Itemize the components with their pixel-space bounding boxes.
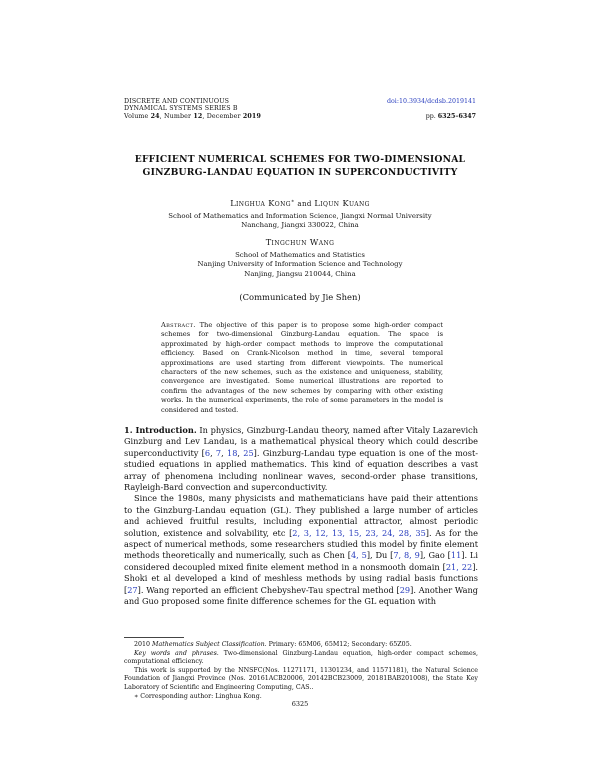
citation-link[interactable]: 18 xyxy=(226,447,238,458)
citation-link[interactable]: 11 xyxy=(450,550,462,561)
citation-link[interactable]: 25 xyxy=(243,447,254,458)
author-line-1: Linghua Kong∗ and Liqun Kuang xyxy=(230,198,370,208)
affiliation-2: School of Mathematics and Statistics Nanjing University of Information Science and Technology Nanjing, Jiangsu 210044, China xyxy=(197,251,403,278)
journal-name-line2: DYNAMICAL SYSTEMS SERIES B xyxy=(124,105,238,113)
section-heading: 1. Introduction. xyxy=(124,425,197,435)
volume-line: Volume 24, Number 12, December 2019 xyxy=(124,112,261,120)
intro-paragraph-2: Since the 1980s, many physicists and mathematicians have paid their attentions to the Ginzburg-Landau equation (GL). They published a large number of articles and achieved fruitful results, including exponential attractor, almost periodic solution, existence and solvability, etc [2, 3, 12, 13, 15, 23, 24, 28, 35]. As for the aspect of numerical methods, some researchers studied this model by finite element methods theoretically and numerically, such as Chen [4, 5], Du [7, 8, 9], Gao [11]. Li considered decoupled mixed finite element method in a nonsmooth domain [21, 22]. Shoki et al developed a kind of meshless methods by using radial basis functions [27]. Wang reported an efficient Chebyshev-Tau spectral method [29]. Another Wang and Guo proposed some finite difference schemes for the GL equation with xyxy=(124,493,479,607)
citation-link[interactable]: 7 xyxy=(215,447,222,458)
footnotes xyxy=(124,641,478,701)
abstract-text: The objective of this paper is to propose some high-order compact schemes for two-dimensional Ginzburg-Landau equation. The space is approximated by high-order compact methods to improve the computational efficiency. Based on Crank-Nicolson method in time, several temporal approximations are used starting from different viewpoints. The numerical characters of the new schemes, such as the existence and uniqueness, stability, convergence are investigated. Some numerical illustrations are reported to confirm the advantages of the new schemes by comparing with other existing works. In the numerical experiments, the role of some parameters in the model is considered and tested. xyxy=(161,321,443,414)
footnote-funding: This work is supported by the NNSFC(Nos. 11271171, 11301234, and 11571181), the Natural Science Foundation of Jiangxi Province (Nos. 20161ACB20006, 20142BCB23009, 20181BAB201008), the State Key Laboratory of Scientific and Engineering Computing, CAS.. xyxy=(124,666,478,691)
abstract xyxy=(161,321,443,415)
title-line2: GINZBURG-LANDAU EQUATION IN SUPERCONDUCTIVITY xyxy=(142,167,458,178)
journal-name-line1: DISCRETE AND CONTINUOUS xyxy=(124,98,230,105)
title-line1: EFFICIENT NUMERICAL SCHEMES FOR TWO-DIMENSIONAL xyxy=(134,154,466,165)
year: 2019 xyxy=(242,112,261,120)
header-right xyxy=(387,98,476,120)
author-kong: Linghua Kong xyxy=(230,198,291,208)
citation-link[interactable]: 7, 8, 9 xyxy=(393,550,420,561)
intro-paragraph-1: 1. Introduction. In physics, Ginzburg-Landau theory, named after Vitaly Lazarevich Ginzburg and Lev Landau, is a mathematical physical theory which could describe superconductivity [6, 7, 18, 25]. Ginzburg-Landau type equation is one of the most-studied equations in applied mathematics. This kind of equation describes a vast array of phenomena including nonlinear waves, second-order phase transitions, Rayleigh-Bard convection and superconductivity. xyxy=(124,425,478,493)
doi-link[interactable]: doi:10.3934/dcdsb.2019141 xyxy=(386,98,476,105)
author-kuang: Liqun Kuang xyxy=(314,198,370,208)
citation-link[interactable]: 29 xyxy=(399,584,411,595)
citation-link[interactable]: 4, 5 xyxy=(350,550,367,561)
affiliation-1: School of Mathematics and Information Science, Jiangxi Normal University Nanchang, Jiangxi 330022, China xyxy=(168,212,432,230)
citation-link[interactable]: 21, 22 xyxy=(445,561,473,572)
abstract-label: Abstract. xyxy=(161,321,196,329)
citation-link[interactable]: 6 xyxy=(204,447,211,458)
communicated-by: (Communicated by Jie Shen) xyxy=(239,292,361,302)
footnote-corresponding: ∗ Corresponding author: Linghua Kong. xyxy=(134,692,262,700)
volume-number: 24 xyxy=(150,112,160,120)
paper-title xyxy=(100,153,500,179)
footnote-msc: 2010 Mathematics Subject Classification. Primary: 65M06, 65M12; Secondary: 65Z05. xyxy=(134,641,412,648)
citation-link[interactable]: 2, 3, 12, 13, 15, 23, 24, 28, 35 xyxy=(292,527,426,538)
footnote-rule xyxy=(124,637,184,638)
author-wang: Tingchun Wang xyxy=(265,237,335,247)
introduction xyxy=(124,425,478,608)
journal-header xyxy=(124,98,261,120)
page-range: pp. 6325–6347 xyxy=(425,112,476,120)
footnote-keywords: Key words and phrases. Two-dimensional Ginzburg-Landau equation, high-order compact schemes, computational efficiency. xyxy=(124,649,478,666)
page-number: 6325 xyxy=(291,700,309,708)
citation-link[interactable]: 27 xyxy=(127,584,138,595)
issue-number: 12 xyxy=(193,112,203,120)
